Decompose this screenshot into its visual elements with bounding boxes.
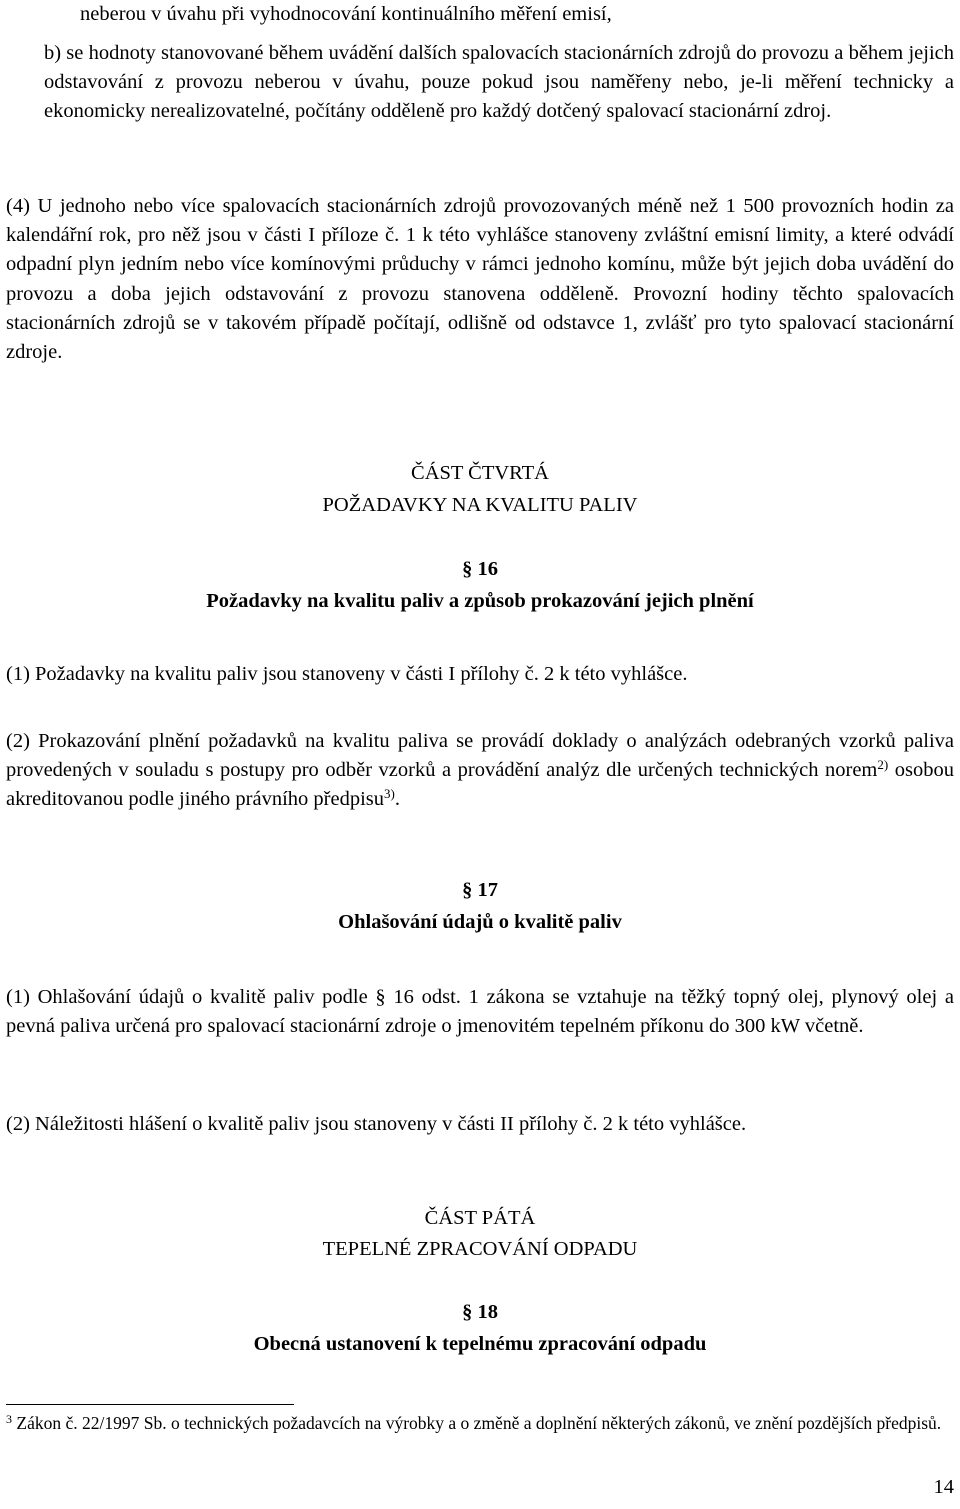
list-item-a-tail: neberou v úvahu při vyhodnocování kontinuálního měření emisí, (80, 3, 612, 25)
part-5-heading: ČÁST PÁTÁ (424, 1207, 536, 1229)
part-5-title: TEPELNÉ ZPRACOVÁNÍ ODPADU (322, 1238, 638, 1260)
section-18-number: § 18 (462, 1301, 498, 1323)
footnote-ref-3[interactable]: 3) (384, 786, 395, 802)
footnote-3 (6, 1410, 954, 1436)
part-4-heading: ČÁST ČTVRTÁ (411, 462, 549, 484)
page-number: 14 (933, 1476, 954, 1498)
footnote-divider (6, 1404, 294, 1405)
list-item-b (6, 39, 954, 127)
section-16-title: Požadavky na kvalitu paliv a způsob prokazování jejich plnění (206, 590, 754, 612)
section-16-paragraph-2-text-b: osobou akreditovanou podle jiného právního předpisu (6, 759, 954, 811)
section-16-paragraph-2-text-c: . (394, 788, 400, 811)
section-16-paragraph-2 (6, 727, 954, 815)
footnote-mark: 3 (6, 1412, 12, 1426)
section-17-paragraph-2: (2) Náležitosti hlášení o kvalitě paliv jsou stanoveny v části II přílohy č. 2 k této vyhlášce. (6, 1113, 747, 1135)
section-16-paragraph-2-text-a: (2) Prokazování plnění požadavků na kvalitu paliva se provádí doklady o analýzách odebraných vzorků paliva provedených v souladu s postupy pro odběr vzorků a provádění analýz dle určených technických norem (6, 730, 954, 782)
section-18-title: Obecná ustanovení k tepelnému zpracování odpadu (253, 1333, 707, 1355)
paragraph-4: (4) U jednoho nebo více spalovacích stacionárních zdrojů provozovaných méně než 1 500 provozních hodin za kalendářní rok, pro něž jsou v části I příloze č. 1 k této vyhlášce stanoveny zvláštní emisní limity, a které odvádí odpadní plyn jedním nebo více komínovými průduchy v rámci jednoho komínu, může být jejich doba uvádění do provozu a doba jejich odstavování z provozu stanovena odděleně. Provozní hodiny těchto spalovacích stacionárních zdrojů se v takovém případě počítají, odlišně od odstavce 1, zvlášť pro tyto spalovací stacionární zdroje. (6, 195, 954, 364)
section-17-title: Ohlašování údajů o kvalitě paliv (338, 911, 622, 933)
section-16-paragraph-1: (1) Požadavky na kvalitu paliv jsou stanoveny v části I přílohy č. 2 k této vyhlášce. (6, 663, 688, 685)
section-16-number: § 16 (462, 558, 498, 580)
section-17-paragraph-1: (1) Ohlašování údajů o kvalitě paliv podle § 16 odst. 1 zákona se vztahuje na těžký topný olej, plynový olej a pevná paliva určená pro spalovací stacionární zdroje o jmenovitém tepelném příkonu do 300 kW včetně. (6, 986, 954, 1038)
footnote-text: Zákon č. 22/1997 Sb. o technických požadavcích na výrobky a o změně a doplnění některých zákonů, ve znění pozdějších předpisů. (12, 1413, 942, 1433)
list-item-b-text: b) se hodnoty stanovované během uvádění dalších spalovacích stacionárních zdrojů do provozu a během jejich odstavování z provozu neberou v úvahu, pouze pokud jsou naměřeny nebo, je-li měření technicky a ekonomicky nerealizovatelné, počítány odděleně pro každý dotčený spalovací stacionární zdroj. (44, 42, 954, 123)
part-4-title: POŽADAVKY NA KVALITU PALIV (322, 494, 638, 516)
footnote-ref-2[interactable]: 2) (877, 757, 889, 773)
section-17-number: § 17 (462, 879, 498, 901)
